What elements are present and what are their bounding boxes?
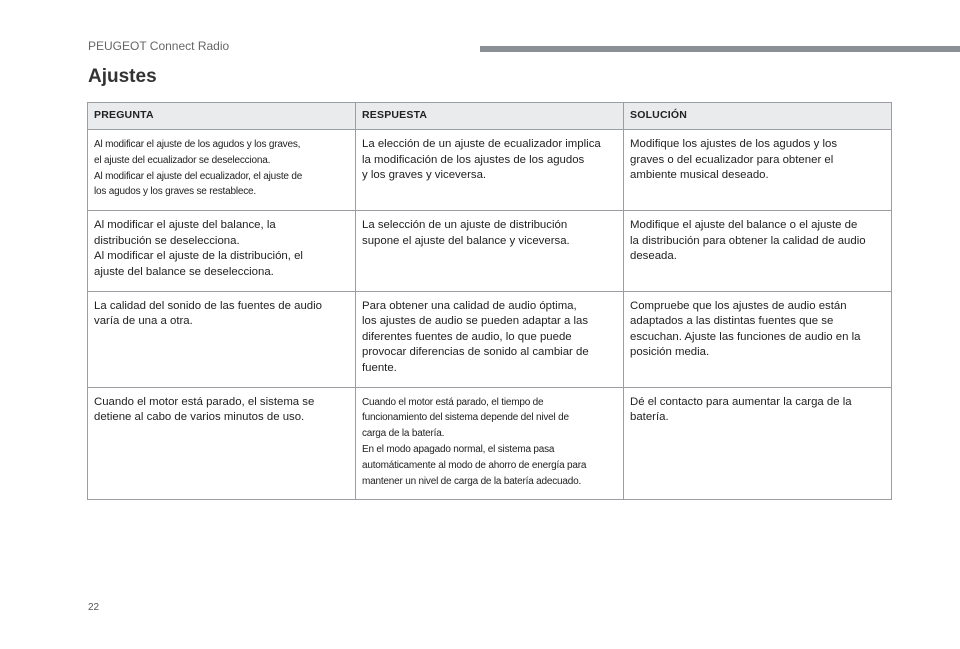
faq-table bbox=[87, 102, 892, 500]
text-line: mantener un nivel de carga de la batería adecuado. bbox=[362, 475, 582, 487]
text-line: varía de una a otra. bbox=[94, 315, 193, 328]
table-header-row bbox=[88, 103, 892, 130]
text-line: Modifique el ajuste del balance o el ajuste de bbox=[630, 219, 858, 232]
text-line: provocar diferencias de sonido al cambiar de bbox=[362, 346, 589, 359]
text-line: y los graves y viceversa. bbox=[362, 169, 487, 182]
text-line: escuchan. Ajuste las funciones de audio en la bbox=[630, 330, 861, 343]
header-decorative-bar bbox=[480, 46, 960, 52]
text-line: Al modificar el ajuste del ecualizador, el ajuste de bbox=[94, 170, 303, 182]
section-title: Ajustes bbox=[88, 66, 157, 87]
page-number: 22 bbox=[88, 602, 100, 613]
text-line: Al modificar el ajuste de los agudos y los graves, bbox=[94, 139, 301, 150]
question-cell bbox=[88, 211, 356, 291]
solution-cell bbox=[624, 130, 892, 211]
text-line: Compruebe que los ajustes de audio están bbox=[630, 299, 847, 312]
text-line: Dé el contacto para aumentar la carga de la bbox=[630, 395, 852, 408]
document-header-title: PEUGEOT Connect Radio bbox=[88, 39, 230, 53]
text-line: fuente. bbox=[362, 361, 397, 374]
text-line: la modificación de los ajustes de los agudos bbox=[362, 153, 585, 166]
answer-cell bbox=[356, 291, 624, 387]
text-line: batería. bbox=[630, 411, 669, 424]
question-cell bbox=[88, 387, 356, 500]
text-line: La calidad del sonido de las fuentes de audio bbox=[94, 299, 322, 312]
text-line: Modifique los ajustes de los agudos y los bbox=[630, 138, 838, 150]
text-line: Al modificar el ajuste del balance, la bbox=[94, 219, 276, 232]
solution-cell bbox=[624, 387, 892, 500]
text-line: los ajustes de audio se pueden adaptar a las bbox=[362, 315, 589, 328]
text-line: diferentes fuentes de audio, lo que puede bbox=[362, 330, 572, 343]
text-line: posición media. bbox=[630, 346, 710, 359]
text-line: supone el ajuste del balance y viceversa. bbox=[362, 234, 570, 247]
text-line: ajuste del balance se deselecciona. bbox=[94, 265, 274, 278]
column-header-answer: RESPUESTA bbox=[356, 103, 624, 130]
text-line: carga de la batería. bbox=[362, 428, 445, 440]
table-row bbox=[88, 387, 892, 500]
solution-cell bbox=[624, 291, 892, 387]
text-line: Para obtener una calidad de audio óptima, bbox=[362, 299, 577, 312]
table-row bbox=[88, 291, 892, 387]
question-cell bbox=[88, 130, 356, 211]
answer-cell bbox=[356, 130, 624, 211]
column-header-question: PREGUNTA bbox=[88, 103, 356, 130]
text-line: La selección de un ajuste de distribución bbox=[362, 219, 568, 232]
text-line: graves o del ecualizador para obtener el bbox=[630, 153, 834, 166]
question-cell bbox=[88, 291, 356, 387]
text-line: Cuando el motor está parado, el sistema se bbox=[94, 395, 315, 408]
text-line: la distribución para obtener la calidad de audio bbox=[630, 234, 866, 247]
column-header-solution: SOLUCIÓN bbox=[624, 103, 892, 130]
text-line: La elección de un ajuste de ecualizador implica bbox=[362, 138, 601, 150]
solution-cell bbox=[624, 211, 892, 291]
text-line: ambiente musical deseado. bbox=[630, 169, 769, 182]
text-line: automáticamente al modo de ahorro de energía para bbox=[362, 459, 587, 471]
text-line: distribución se deselecciona. bbox=[94, 234, 240, 247]
text-line: Cuando el motor está parado, el tiempo de bbox=[362, 396, 544, 408]
answer-cell bbox=[356, 387, 624, 500]
table-row bbox=[88, 211, 892, 291]
text-line: En el modo apagado normal, el sistema pasa bbox=[362, 443, 555, 455]
text-line: funcionamiento del sistema depende del nivel de bbox=[362, 412, 569, 424]
text-line: adaptados a las distintas fuentes que se bbox=[630, 315, 834, 328]
text-line: el ajuste del ecualizador se deselecciona. bbox=[94, 154, 271, 166]
answer-cell bbox=[356, 211, 624, 291]
text-line: los agudos y los graves se restablece. bbox=[94, 186, 256, 198]
text-line: Al modificar el ajuste de la distribución, el bbox=[94, 250, 303, 263]
text-line: deseada. bbox=[630, 250, 677, 263]
text-line: detiene al cabo de varios minutos de uso. bbox=[94, 411, 305, 424]
table-row bbox=[88, 130, 892, 211]
